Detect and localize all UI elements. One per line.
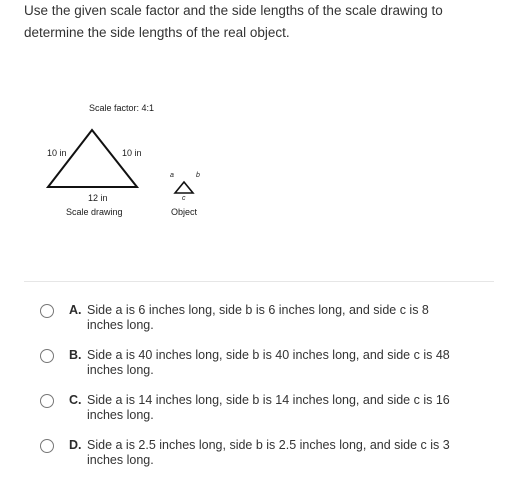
choice-c-letter: C. (69, 393, 82, 407)
scale-drawing-triangle (48, 130, 137, 187)
object-caption: Object (171, 207, 198, 217)
scale-drawing-caption: Scale drawing (66, 207, 123, 217)
choice-b-text: Side a is 40 inches long, side b is 40 inches long, and side c is 48 inches long. (87, 348, 450, 377)
question-line-1: Use the given scale factor and the side lengths of the scale drawing to (24, 3, 443, 18)
choice-c[interactable] (40, 393, 480, 423)
base-label: 12 in (88, 193, 108, 203)
choice-a-letter: A. (69, 303, 82, 317)
radio-button-b[interactable] (40, 349, 54, 363)
choice-b[interactable] (40, 348, 480, 378)
radio-button-d[interactable] (40, 439, 54, 453)
object-side-b-label: b (196, 172, 200, 179)
choice-d-text: Side a is 2.5 inches long, side b is 2.5 inches long, and side c is 3 inches long. (87, 438, 450, 467)
question-line-2: determine the side lengths of the real object. (24, 25, 290, 40)
radio-button-c[interactable] (40, 394, 54, 408)
right-side-label: 10 in (122, 148, 142, 158)
choice-a[interactable] (40, 303, 480, 333)
object-side-a-label: a (170, 172, 174, 179)
object-triangle (175, 182, 193, 193)
choice-d[interactable] (40, 438, 480, 468)
choice-c-text: Side a is 14 inches long, side b is 14 inches long, and side c is 16 inches long. (87, 393, 450, 422)
object-side-c-label: c (182, 195, 186, 202)
scale-factor-label: Scale factor: 4:1 (89, 103, 155, 113)
choice-a-text: Side a is 6 inches long, side b is 6 inches long, and side c is 8 inches long. (87, 303, 429, 332)
radio-button-a[interactable] (40, 304, 54, 318)
section-divider (24, 281, 494, 282)
left-side-label: 10 in (47, 148, 67, 158)
choice-b-letter: B. (69, 348, 82, 362)
choice-d-letter: D. (69, 438, 82, 452)
